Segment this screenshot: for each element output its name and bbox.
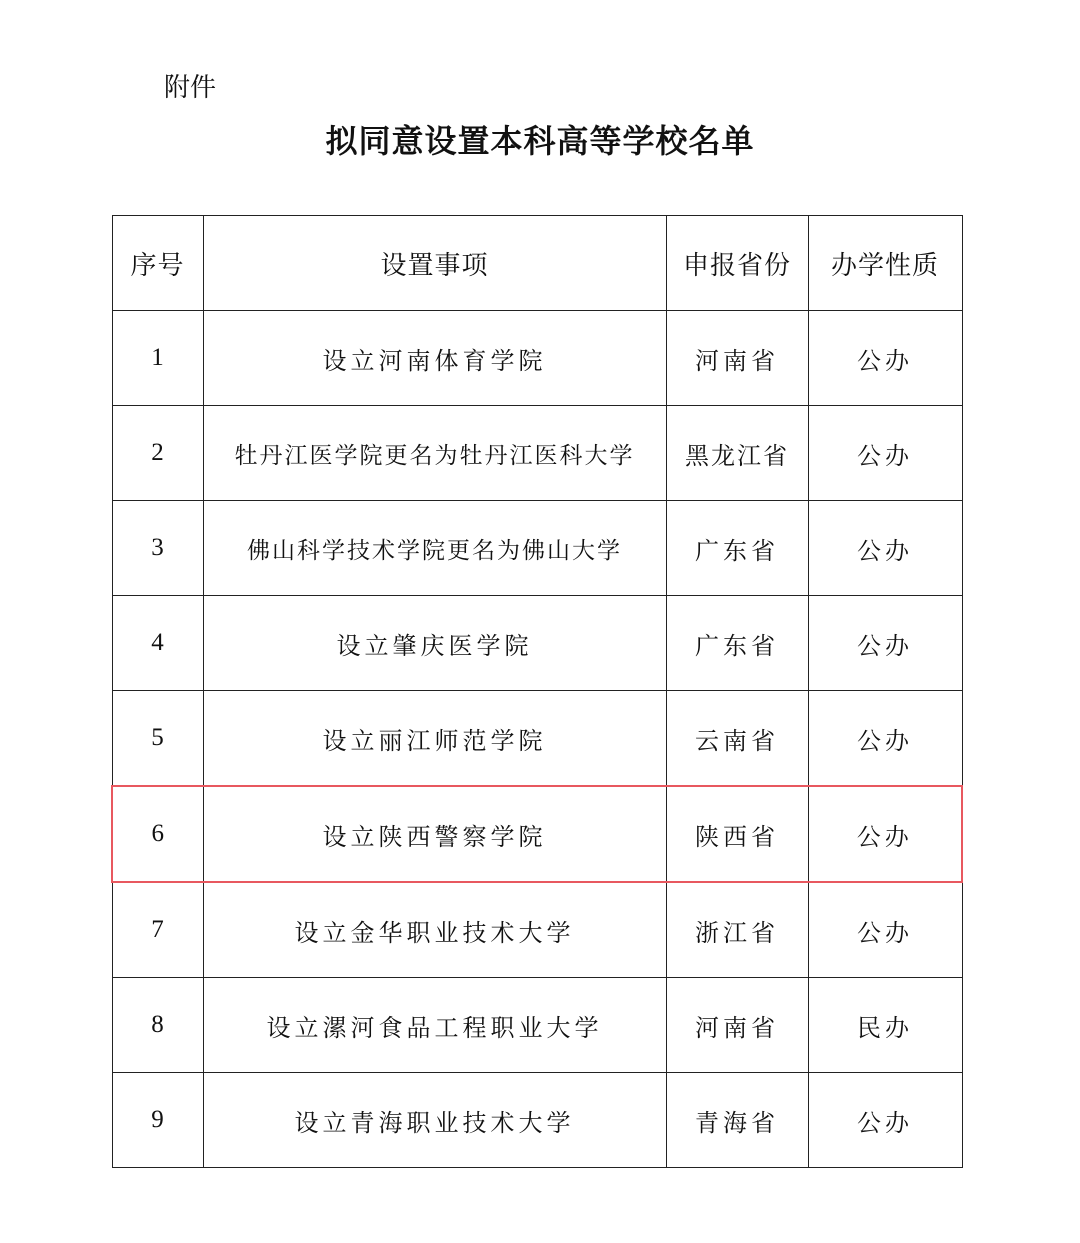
attachment-label: 附件 — [164, 73, 217, 103]
row-number: 9 — [112, 1073, 203, 1168]
table-row — [112, 1073, 962, 1168]
header-type: 办学性质 — [808, 216, 962, 311]
table-row — [112, 406, 962, 501]
table-row — [112, 691, 962, 787]
header-item: 设置事项 — [203, 216, 666, 311]
row-number: 7 — [112, 882, 203, 978]
header-province: 申报省份 — [666, 216, 808, 311]
row-type: 公办 — [808, 596, 962, 691]
table-row — [112, 882, 962, 978]
row-province: 河南省 — [666, 978, 808, 1073]
row-province: 青海省 — [666, 1073, 808, 1168]
row-item: 设立河南体育学院 — [203, 311, 666, 406]
table-row — [112, 501, 962, 596]
row-province: 广东省 — [666, 501, 808, 596]
university-list-table — [111, 215, 963, 1168]
row-type: 公办 — [808, 501, 962, 596]
document-title: 拟同意设置本科高等学校名单 — [325, 122, 755, 160]
row-province: 云南省 — [666, 691, 808, 787]
table-row — [112, 596, 962, 691]
row-type: 公办 — [808, 691, 962, 787]
row-province: 浙江省 — [666, 882, 808, 978]
row-type: 民办 — [808, 978, 962, 1073]
row-number: 8 — [112, 978, 203, 1073]
header-number: 序号 — [112, 216, 203, 311]
row-number: 1 — [112, 311, 203, 406]
row-type: 公办 — [808, 882, 962, 978]
row-province: 广东省 — [666, 596, 808, 691]
row-number: 3 — [112, 501, 203, 596]
table-row — [112, 311, 962, 406]
row-number: 5 — [112, 691, 203, 787]
row-type: 公办 — [808, 406, 962, 501]
row-type: 公办 — [808, 1073, 962, 1168]
row-province: 黑龙江省 — [666, 406, 808, 501]
row-item: 牡丹江医学院更名为牡丹江医科大学 — [203, 406, 666, 501]
row-number: 6 — [112, 786, 203, 882]
table-row — [112, 978, 962, 1073]
row-type: 公办 — [808, 311, 962, 406]
table-row-highlighted — [112, 786, 962, 882]
row-item: 设立金华职业技术大学 — [203, 882, 666, 978]
row-type: 公办 — [808, 786, 962, 882]
row-item: 设立肇庆医学院 — [203, 596, 666, 691]
row-number: 2 — [112, 406, 203, 501]
row-item: 设立青海职业技术大学 — [203, 1073, 666, 1168]
row-item: 设立丽江师范学院 — [203, 691, 666, 787]
row-province: 陕西省 — [666, 786, 808, 882]
row-item: 设立漯河食品工程职业大学 — [203, 978, 666, 1073]
row-number: 4 — [112, 596, 203, 691]
table-header-row — [112, 216, 962, 311]
row-item: 佛山科学技术学院更名为佛山大学 — [203, 501, 666, 596]
row-province: 河南省 — [666, 311, 808, 406]
row-item: 设立陕西警察学院 — [203, 786, 666, 882]
